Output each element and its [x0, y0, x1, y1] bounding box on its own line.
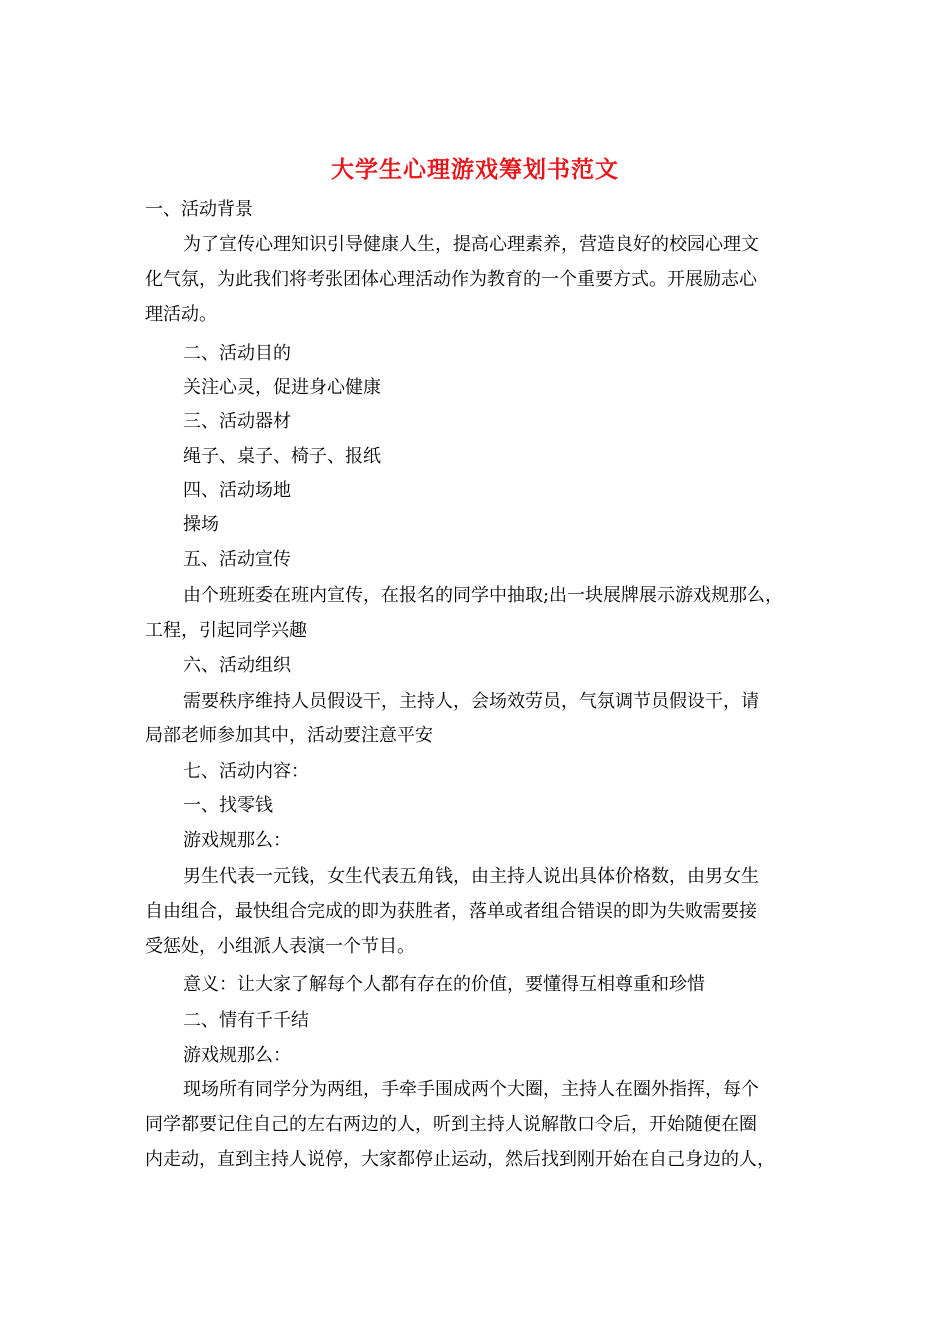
paragraph-line: 化气氛，为此我们将考张团体心理活动作为教育的一个重要方式。开展励志心 — [145, 269, 757, 290]
paragraph-line: 游戏规那么： — [183, 1045, 291, 1066]
paragraph-line: 关注心灵，促进身心健康 — [183, 377, 381, 398]
paragraph-line: 需要秩序维持人员假设干，主持人，会场效劳员，气氛调节员假设干，请 — [183, 691, 759, 712]
subsection-heading-knots: 二、情有千千结 — [183, 1010, 309, 1031]
paragraph-line: 局部老师参加其中，活动要注意平安 — [145, 725, 433, 746]
paragraph-line: 内走动，直到主持人说停，大家都停止运动，然后找到刚开始在自己身边的人， — [145, 1149, 775, 1170]
paragraph-line: 为了宣传心理知识引导健康人生，提高心理素养，营造良好的校园心理文 — [183, 234, 759, 255]
section-heading-background: 一、活动背景 — [145, 199, 253, 220]
paragraph-line: 理活动。 — [145, 304, 217, 325]
subsection-heading-find-change: 一、找零钱 — [183, 795, 273, 816]
paragraph-line: 自由组合，最快组合完成的即为获胜者，落单或者组合错误的即为失败需要接 — [145, 901, 757, 922]
paragraph-line: 工程，引起同学兴趣 — [145, 620, 307, 641]
paragraph-line: 男生代表一元钱，女生代表五角钱，由主持人说出具体价格数，由男女生 — [183, 866, 759, 887]
paragraph-line: 受惩处，小组派人表演一个节目。 — [145, 936, 415, 957]
section-heading-publicity: 五、活动宣传 — [183, 549, 291, 570]
paragraph-line: 绳子、桌子、椅子、报纸 — [183, 446, 381, 467]
paragraph-line: 意义：让大家了解每个人都有存在的价值，要懂得互相尊重和珍惜 — [183, 974, 705, 995]
paragraph-line: 同学都要记住自己的左右两边的人，听到主持人说解散口令后，开始随便在圈 — [145, 1114, 757, 1135]
section-heading-content: 七、活动内容： — [183, 761, 309, 782]
paragraph-line: 由个班班委在班内宣传，在报名的同学中抽取;出一块展牌展示游戏规那么， — [183, 585, 784, 606]
paragraph-line: 现场所有同学分为两组，手牵手围成两个大圈，主持人在圈外指挥，每个 — [183, 1079, 759, 1100]
section-heading-equipment: 三、活动器材 — [183, 411, 291, 432]
section-heading-venue: 四、活动场地 — [183, 480, 291, 501]
section-heading-purpose: 二、活动目的 — [183, 343, 291, 364]
section-heading-organization: 六、活动组织 — [183, 655, 291, 676]
paragraph-line: 游戏规那么： — [183, 830, 291, 851]
document-title: 大学生心理游戏筹划书范文 — [331, 156, 619, 183]
paragraph-line: 操场 — [183, 514, 219, 535]
